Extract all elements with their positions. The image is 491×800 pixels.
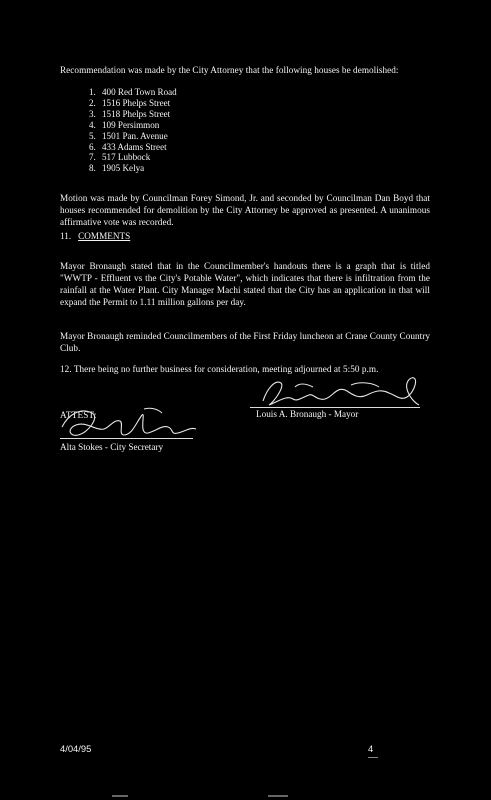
house-item-address: 1518 Phelps Street [102,108,171,119]
house-address-list [89,87,177,174]
house-item-address: 1905 Kelya [102,163,145,174]
secretary-signature-caption: Alta Stokes - City Secretary [60,442,164,452]
house-item-number: 5. [89,130,96,141]
footer-rule [368,757,378,758]
house-address-item [89,142,177,153]
mayor-signature-caption: Louis A. Bronaugh - Mayor [256,409,359,419]
house-address-item [89,98,177,109]
section-title: COMMENTS [78,231,131,241]
comments-paragraph: Mayor Bronaugh stated that in the Councilmember's handouts there is a graph that is titled "WWTP - Effluent vs the City's Potable Water", which indicates that there is infiltration from the rainfall at the Water Plant. City Manager Machi stated that the City has an application in that will expand the Permit to 1.11 million gallons per day. [60,261,430,308]
house-address-item [89,152,177,163]
house-item-address: 1516 Phelps Street [102,97,171,108]
house-item-number: 3. [89,108,96,119]
section-number: 11. [60,231,72,241]
attest-label: ATTEST: [60,410,97,420]
house-item-number: 2. [89,97,96,108]
house-item-address: 517 Lubbock [102,152,151,163]
house-address-item [89,120,177,131]
house-item-address: 400 Red Town Road [102,87,177,97]
house-item-address: 433 Adams Street [102,141,167,152]
house-item-number: 1. [89,87,96,97]
house-item-number: 6. [89,141,96,152]
house-item-address: 109 Persimmon [102,119,160,130]
scan-artifact [112,795,128,797]
house-item-address: 1501 Pan. Avenue [102,130,168,141]
footer-date: 4/04/95 [60,743,92,754]
house-item-number: 4. [89,119,96,130]
house-address-item [89,109,177,120]
scan-artifact [268,795,288,797]
secretary-signature [58,405,208,441]
demolition-recommendation-paragraph: Recommendation was made by the City Attorney that the following houses be demolished: [60,65,399,76]
house-item-number: 8. [89,163,96,174]
house-address-item [89,163,177,174]
adjournment-paragraph: 12. There being no further business for consideration, meeting adjourned at 5:50 p.m. [60,364,379,375]
mayor-signature [255,371,423,411]
luncheon-reminder-paragraph: Mayor Bronaugh reminded Councilmembers of the First Friday luncheon at Crane County Country Club. [60,331,430,354]
house-item-number: 7. [89,152,96,163]
house-address-item [89,131,177,142]
footer-page-number: 4 [368,743,374,754]
secretary-signature-line [60,438,193,439]
motion-paragraph: Motion was made by Councilman Forey Simond, Jr. and seconded by Councilman Dan Boyd that houses recommended for demolition by the City Attorney be approved as presented. A unanimous affirmative vote was recorded. [60,193,430,228]
house-address-item [89,87,177,98]
comments-section-heading [60,230,130,242]
